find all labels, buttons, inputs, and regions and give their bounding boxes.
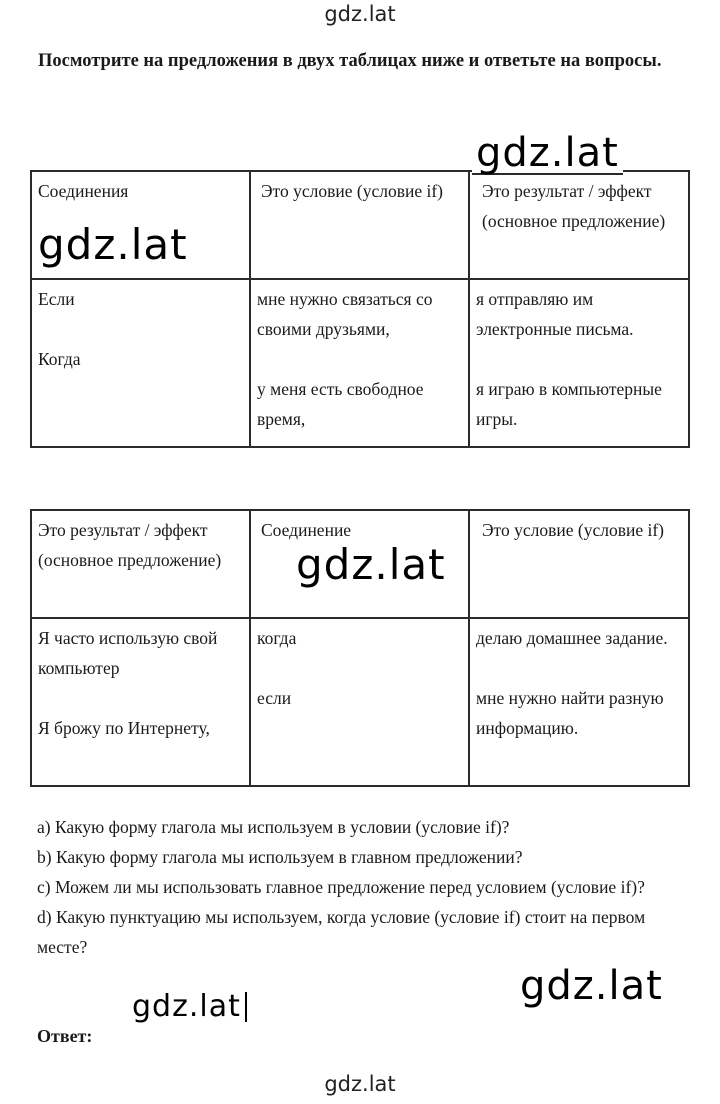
table-row (31, 618, 689, 786)
question-b: b) Какую форму глагола мы используем в главном предложении? (37, 847, 523, 867)
table-cell (469, 279, 689, 447)
condition-text: мне нужно связаться со своими друзьями, (257, 289, 433, 339)
table-header-cell: Это условие (условие if) (250, 171, 469, 279)
intro-text: Посмотрите на предложения в двух таблицах ниже и ответьте на вопросы. (38, 51, 662, 71)
connector-word: когда (257, 628, 297, 648)
table-cell (250, 279, 469, 447)
table-header-cell: Это результат / эффект (основное предложение) (31, 510, 250, 618)
answer-label: Ответ: (37, 1026, 93, 1046)
question-a: a) Какую форму глагола мы используем в условии (условие if)? (37, 817, 510, 837)
watermark-stamp: gdz.lat (516, 966, 667, 1006)
result-text: Я брожу по Интернету, (38, 718, 210, 738)
watermark-stamp: gdz.lat (38, 220, 188, 269)
connector-word: Если (38, 289, 75, 309)
connector-word: Когда (38, 349, 81, 369)
conditions-table-1 (30, 170, 690, 448)
table-header-cell: Это результат / эффект (основное предложение) (469, 171, 689, 279)
watermark-stamp: gdz.lat (472, 133, 623, 175)
result-text: я отправляю им электронные письма. (476, 289, 634, 339)
condition-text: у меня есть свободное время, (257, 379, 424, 429)
table-cell (250, 618, 469, 786)
watermark-top: gdz.lat (324, 2, 396, 26)
result-text: Я часто использую свой компьютер (38, 628, 218, 678)
table-header-cell: Соединение (250, 510, 469, 618)
table-cell (31, 279, 250, 447)
table-header-cell: Это условие (условие if) (469, 510, 689, 618)
table-cell (469, 618, 689, 786)
watermark-stamp: gdz.lat (296, 540, 446, 589)
result-text: я играю в компьютерные игры. (476, 379, 662, 429)
watermark-stamp: gdz.lat (132, 992, 247, 1022)
questions-list (37, 812, 697, 962)
condition-text: делаю домашнее задание. (476, 628, 668, 648)
question-c: c) Можем ли мы использовать главное предложение перед условием (условие if)? (37, 877, 645, 897)
watermark-bottom: gdz.lat (324, 1072, 396, 1096)
table-cell (31, 618, 250, 786)
table-row (31, 279, 689, 447)
table-header-cell: Соединения (31, 171, 250, 279)
question-d: d) Какую пунктуацию мы используем, когда условие (условие if) стоит на первом месте? (37, 907, 646, 957)
condition-text: мне нужно найти разную информацию. (476, 688, 664, 738)
connector-word: если (257, 688, 292, 708)
